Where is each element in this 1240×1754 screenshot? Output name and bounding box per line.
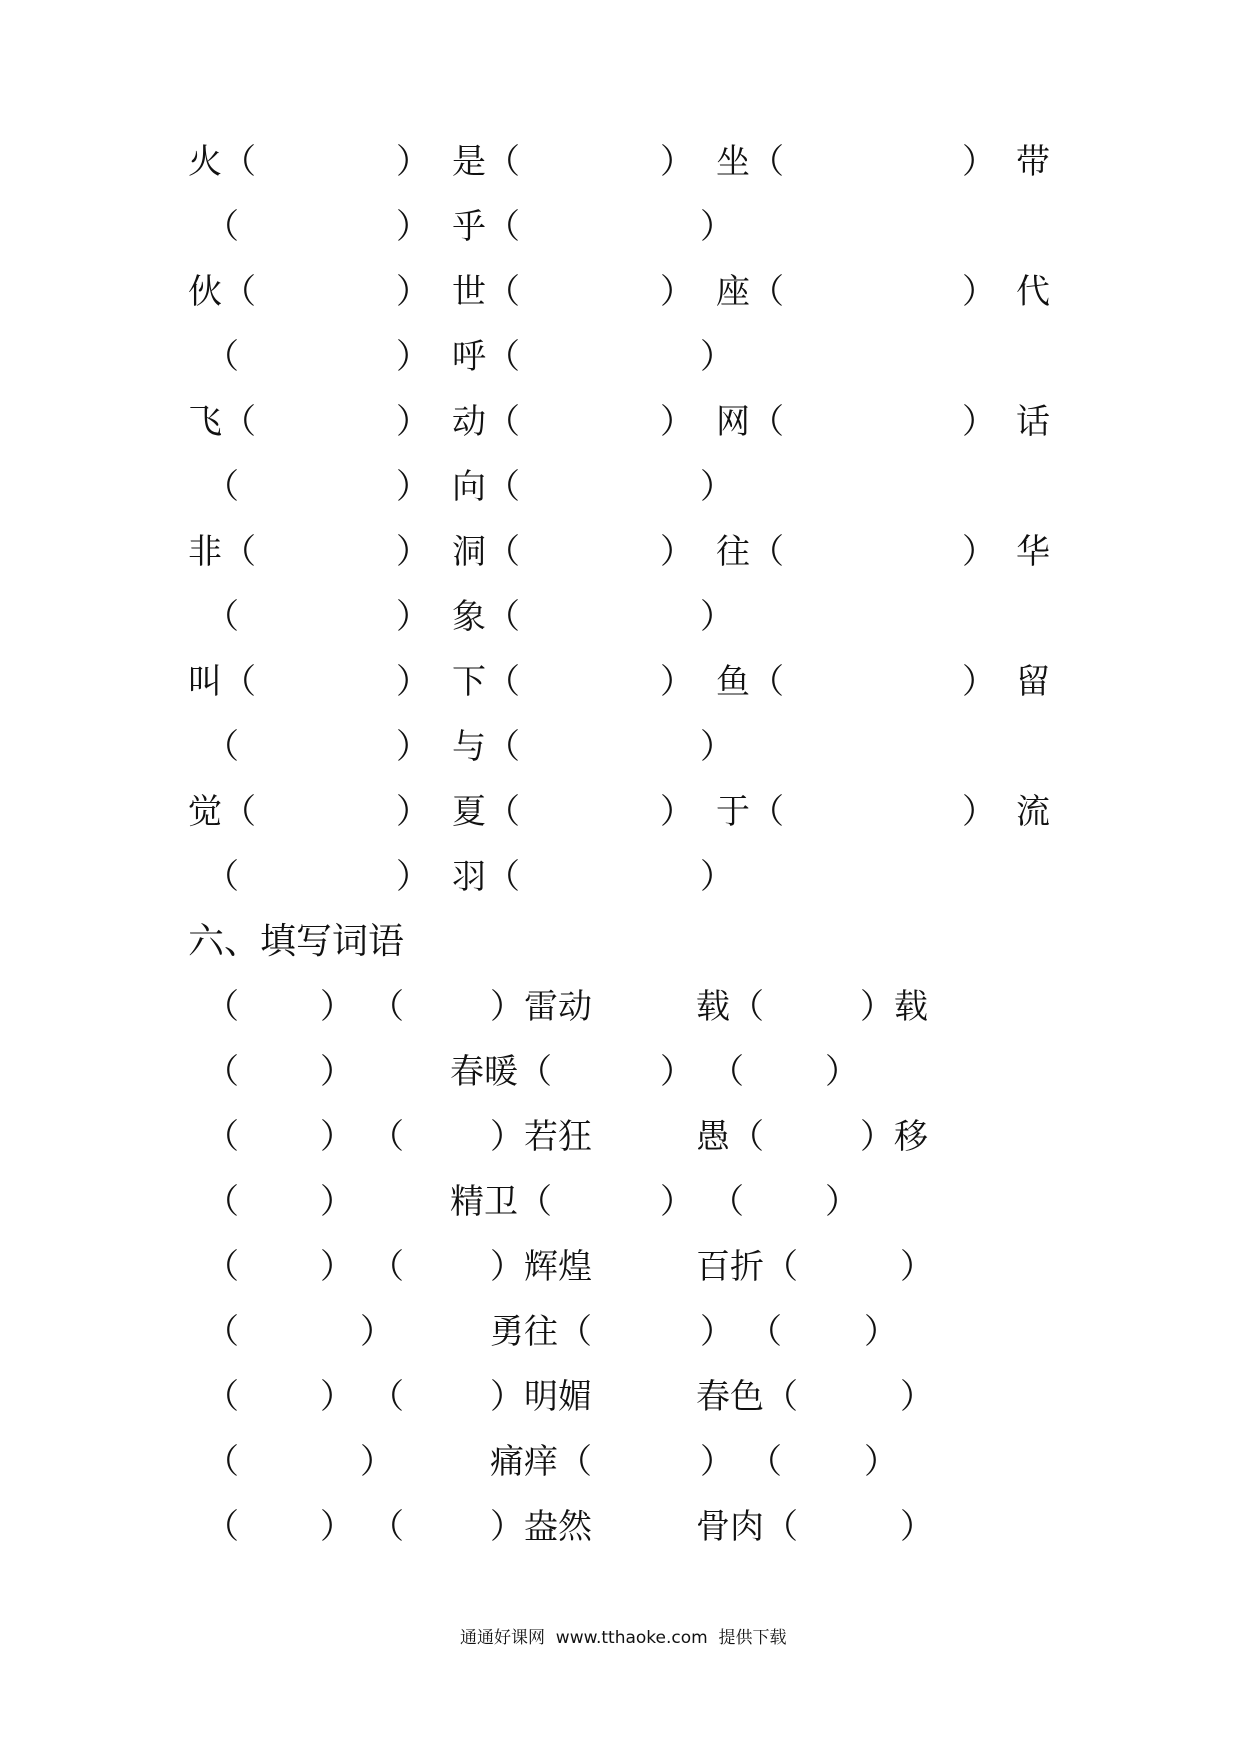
s5-r7-c0: （ [205,597,239,637]
s5-r10-c0: 觉（ [188,792,256,832]
s6-r8-c1: ） [320,1507,354,1547]
s5-r10-c5: ） [962,792,996,832]
s5-r6-c5: ） [962,532,996,572]
s5-r9-c2: 与（ [452,727,520,767]
s5-r7-c1: ） [396,597,430,637]
s6-r1-c1: ） [320,1052,354,1092]
s6-r1-c3: ） [660,1052,694,1092]
s6-r6-c5: ） [900,1377,934,1417]
s5-r4-c0: 飞（ [188,402,256,442]
s6-r0-c2: （ [370,987,404,1027]
s5-r7-c3: ） [700,597,734,637]
s6-r4-c2: （ [370,1247,404,1287]
s5-r0-c6: 带 [1016,142,1050,182]
s5-r11-c2: 羽（ [452,857,520,897]
s6-r2-c1: ） [320,1117,354,1157]
s6-r6-c1: ） [320,1377,354,1417]
s5-r0-c1: ） [396,142,430,182]
s5-r4-c4: 网（ [716,402,784,442]
s5-r6-c3: ） [660,532,694,572]
s5-r8-c6: 留 [1016,662,1050,702]
s6-r1-c2: 春暖（ [450,1052,552,1092]
s5-r10-c4: 于（ [716,792,784,832]
s6-r1-c5: ） [825,1052,859,1092]
s5-r4-c2: 动（ [452,402,520,442]
s6-r8-c5: ） [900,1507,934,1547]
s5-r0-c5: ） [962,142,996,182]
s6-r5-c2: 勇往（ [490,1312,592,1352]
s6-r8-c4: 骨肉（ [696,1507,798,1547]
s6-r5-c5: ） [864,1312,898,1352]
s6-r0-c5: ）载 [860,987,928,1027]
s5-r5-c0: （ [205,467,239,507]
s5-r1-c3: ） [700,207,734,247]
s5-r0-c2: 是（ [452,142,520,182]
s6-r2-c2: （ [370,1117,404,1157]
s5-r6-c4: 往（ [716,532,784,572]
s6-r3-c1: ） [320,1182,354,1222]
s6-r3-c4: （ [710,1182,744,1222]
s5-r1-c1: ） [396,207,430,247]
s5-r8-c4: 鱼（ [716,662,784,702]
s6-r7-c1: ） [360,1442,394,1482]
s5-r3-c3: ） [700,337,734,377]
s6-r0-c4: 载（ [696,987,764,1027]
s5-r7-c2: 象（ [452,597,520,637]
s6-r2-c0: （ [205,1117,239,1157]
s6-r2-c3: ）若狂 [490,1117,592,1157]
s6-r4-c5: ） [900,1247,934,1287]
s5-r1-c2: 乎（ [452,207,520,247]
s5-r9-c3: ） [700,727,734,767]
s6-r4-c0: （ [205,1247,239,1287]
s5-r6-c2: 洞（ [452,532,520,572]
s5-r4-c3: ） [660,402,694,442]
s5-r10-c2: 夏（ [452,792,520,832]
s5-r10-c1: ） [396,792,430,832]
s5-r2-c2: 世（ [452,272,520,312]
s5-r4-c1: ） [396,402,430,442]
s6-r3-c0: （ [205,1182,239,1222]
s5-r11-c3: ） [700,857,734,897]
s5-r4-c5: ） [962,402,996,442]
s5-r5-c3: ） [700,467,734,507]
s6-r7-c5: ） [864,1442,898,1482]
s6-r3-c3: ） [660,1182,694,1222]
s5-r2-c5: ） [962,272,996,312]
s5-r11-c0: （ [205,857,239,897]
s6-r8-c0: （ [205,1507,239,1547]
s6-r5-c3: ） [700,1312,734,1352]
s6-r6-c0: （ [205,1377,239,1417]
s6-r8-c2: （ [370,1507,404,1547]
s5-r10-c3: ） [660,792,694,832]
s6-r6-c2: （ [370,1377,404,1417]
s5-r3-c0: （ [205,337,239,377]
s6-r7-c4: （ [748,1442,782,1482]
s5-r6-c1: ） [396,532,430,572]
s5-r10-c6: 流 [1016,792,1050,832]
s5-r6-c0: 非（ [188,532,256,572]
s6-r5-c0: （ [205,1312,239,1352]
page-footer: 通通好课网 www.tthaoke.com 提供下载 [460,1628,787,1648]
s6-r6-c4: 春色（ [696,1377,798,1417]
s5-r6-c6: 华 [1016,532,1050,572]
s5-r3-c1: ） [396,337,430,377]
s5-r2-c3: ） [660,272,694,312]
s6-r8-c3: ）盎然 [490,1507,592,1547]
s6-r7-c2: 痛痒（ [490,1442,592,1482]
section6-title: 六、填写词语 [188,921,405,962]
s6-r4-c4: 百折（ [696,1247,798,1287]
s5-r2-c6: 代 [1016,272,1050,312]
s6-r5-c1: ） [360,1312,394,1352]
s5-r0-c3: ） [660,142,694,182]
s6-r0-c1: ） [320,987,354,1027]
s5-r0-c0: 火（ [188,142,256,182]
s6-r7-c0: （ [205,1442,239,1482]
s6-r6-c3: ）明媚 [490,1377,592,1417]
s5-r8-c5: ） [962,662,996,702]
s5-r5-c2: 向（ [452,467,520,507]
s5-r1-c0: （ [205,207,239,247]
s5-r9-c0: （ [205,727,239,767]
s6-r2-c4: 愚（ [696,1117,764,1157]
s6-r4-c3: ）辉煌 [490,1247,592,1287]
s5-r11-c1: ） [396,857,430,897]
s6-r0-c3: ）雷动 [490,987,592,1027]
s6-r4-c1: ） [320,1247,354,1287]
s6-r7-c3: ） [700,1442,734,1482]
s6-r5-c4: （ [748,1312,782,1352]
s5-r8-c1: ） [396,662,430,702]
s5-r0-c4: 坐（ [716,142,784,182]
s5-r3-c2: 呼（ [452,337,520,377]
s5-r8-c2: 下（ [452,662,520,702]
s6-r1-c4: （ [710,1052,744,1092]
s5-r8-c3: ） [660,662,694,702]
s5-r2-c0: 伙（ [188,272,256,312]
s5-r9-c1: ） [396,727,430,767]
s5-r4-c6: 话 [1016,402,1050,442]
s5-r2-c4: 座（ [716,272,784,312]
s6-r0-c0: （ [205,987,239,1027]
s6-r3-c2: 精卫（ [450,1182,552,1222]
s6-r1-c0: （ [205,1052,239,1092]
s5-r2-c1: ） [396,272,430,312]
s5-r5-c1: ） [396,467,430,507]
s6-r2-c5: ）移 [860,1117,928,1157]
s6-r3-c5: ） [825,1182,859,1222]
s5-r8-c0: 叫（ [188,662,256,702]
